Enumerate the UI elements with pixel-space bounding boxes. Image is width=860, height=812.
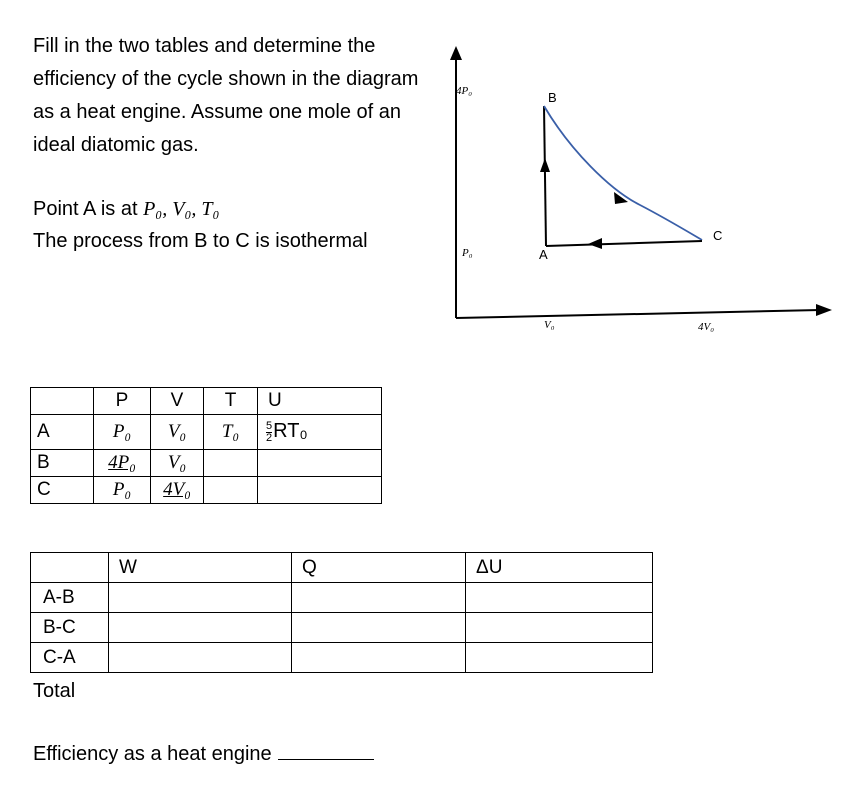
header-t: T [204, 388, 258, 415]
cell-ca-w[interactable] [109, 643, 292, 673]
x-axis [456, 310, 820, 318]
cell-c-t[interactable] [204, 477, 258, 504]
pv-diagram [440, 40, 840, 350]
state-header-row [31, 388, 382, 415]
cell-ab-q[interactable] [292, 583, 466, 613]
efficiency-answer-blank[interactable] [278, 758, 374, 760]
header-w: W [109, 553, 292, 583]
state-table [30, 387, 382, 504]
header-u: U [258, 388, 382, 415]
process-b-c-curve [544, 106, 702, 240]
row-label-a-b: A-B [31, 583, 109, 613]
cell-bc-du[interactable] [466, 613, 653, 643]
state-header-blank [31, 388, 94, 415]
cell-ca-q[interactable] [292, 643, 466, 673]
cell-bc-q[interactable] [292, 613, 466, 643]
process-table [30, 552, 653, 673]
cell-ab-w[interactable] [109, 583, 292, 613]
row-label-b-c: B-C [31, 613, 109, 643]
state-row-c [31, 477, 382, 504]
point-b-label: B [548, 90, 557, 105]
point-a-text: Point A is at [33, 198, 138, 220]
arrow-left-icon [588, 238, 602, 249]
y-tick-p0: P₀ [462, 247, 473, 259]
arrow-up-icon [540, 158, 550, 172]
cell-b-v: V₀ [151, 450, 204, 477]
cell-a-u [258, 415, 382, 450]
state-row-a [31, 415, 382, 450]
row-label-c-a: C-A [31, 643, 109, 673]
given-conditions [33, 193, 433, 257]
state-row-b [31, 450, 382, 477]
cell-a-t: T₀ [204, 415, 258, 450]
cell-ab-du[interactable] [466, 583, 653, 613]
cell-c-v: 4V₀ [151, 477, 204, 504]
cell-b-u[interactable] [258, 450, 382, 477]
cell-b-p: 4P₀ [94, 450, 151, 477]
row-label-b: B [31, 450, 94, 477]
point-a-line [33, 193, 433, 225]
y-axis-arrow-icon [450, 46, 462, 60]
y-tick-4p0: 4P₀ [456, 85, 473, 97]
process-row-b-c [31, 613, 653, 643]
cell-b-t[interactable] [204, 450, 258, 477]
process-row-a-b [31, 583, 653, 613]
u-fraction: $\frac{5}{2}$ [266, 419, 273, 444]
process-header-blank [31, 553, 109, 583]
problem-prompt: Fill in the two tables and determine the efficiency of the cycle shown in the diagram as a heat engine. Assume one mole of an ideal diatomic gas. [33, 35, 419, 156]
header-q: Q [292, 553, 466, 583]
point-a-label: A [539, 247, 548, 262]
cell-bc-w[interactable] [109, 613, 292, 643]
cell-a-v: V₀ [151, 415, 204, 450]
header-p: P [94, 388, 151, 415]
process-a-b-line [544, 106, 546, 246]
process-c-a-line [546, 241, 702, 246]
header-v: V [151, 388, 204, 415]
cell-ca-du[interactable] [466, 643, 653, 673]
point-c-label: C [713, 228, 723, 243]
total-label: Total [33, 680, 76, 702]
x-axis-arrow-icon [816, 304, 832, 316]
u-rest: RT₀ [273, 420, 308, 443]
process-note: The process from B to C is isothermal [33, 230, 368, 252]
x-tick-v0: V₀ [544, 319, 555, 331]
efficiency-label: Efficiency as a heat engine [33, 743, 272, 765]
process-row-c-a [31, 643, 653, 673]
x-tick-4v0: 4V₀ [698, 321, 715, 333]
cell-c-u[interactable] [258, 477, 382, 504]
cell-a-p: P₀ [94, 415, 151, 450]
efficiency-line [33, 743, 374, 766]
row-label-a: A [31, 415, 94, 450]
header-du: ΔU [466, 553, 653, 583]
cell-c-p: P₀ [94, 477, 151, 504]
point-a-values: P₀, V₀, T₀ [143, 198, 220, 220]
process-header-row [31, 553, 653, 583]
row-label-c: C [31, 477, 94, 504]
